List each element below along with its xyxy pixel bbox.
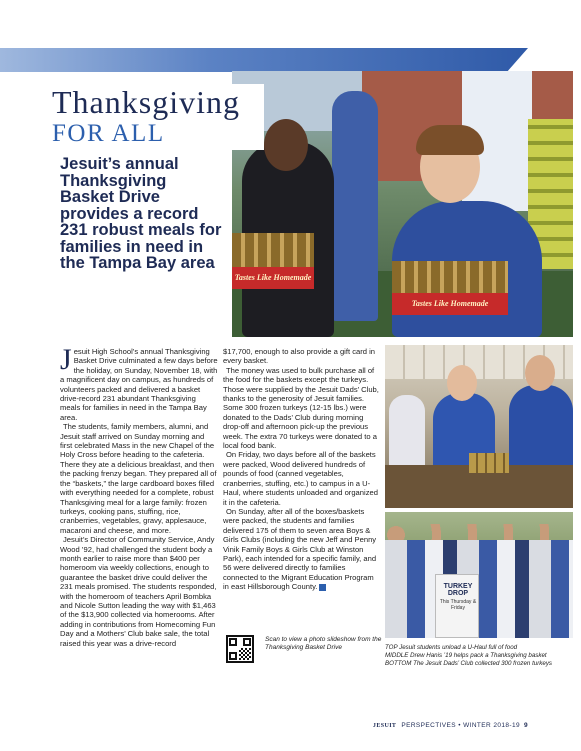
page-footer — [373, 722, 528, 729]
article-paragraph: Jesuit’s Director of Community Service, Andy Wood ’92, had challenged the student body a month earlier to raise more than $400 per homeroom via weekly collections, enough to guarantee the basket drive could deliver the 231 meals promised. The students responded, with the homeroom of teachers April Bombka and Nicole Sutton leading the way with $1,463 of the $13,900 collected via homerooms. After adding in contributions from Homecoming Fun Day and a Mothers’ Club bake sale, the total raised this year was a drive-record — [60, 535, 217, 648]
photo-turkey-drop — [385, 512, 573, 638]
jar-label: Tastes Like Homemade — [411, 299, 489, 308]
end-of-article-icon — [319, 584, 326, 591]
jar-label: Tastes Like Homemade — [234, 273, 312, 282]
caption-middle: MIDDLE Drew Hanis ’19 helps pack a Thanksgiving basket — [385, 651, 547, 659]
article-paragraph: The money was used to bulk purchase all of the food for the baskets except the turkeys. Those were supplied by the Jesuit Dads’ Club, thanks to the generosity of Jesuit families. Some 300 frozen turkeys (12-15 lbs.) were donated to the Dads’ Club during morning drop-off and afternoon pick-up the previous week. The extra 70 turkeys were donated to a local food bank. — [223, 365, 379, 451]
page-number: 9 — [523, 722, 528, 729]
qr-code-icon[interactable] — [226, 635, 254, 663]
title-block — [48, 84, 264, 150]
article-paragraph: The students, family members, alumni, and Jesuit staff arrived on Sunday morning and first celebrated Mass in the new Chapel of the Holy Cross before heading to the cafeteria. There they ate a delicious breakfast, and then the packing frenzy began. They prepared all of the “baskets,” the large cardboard boxes filled with everything needed for a complete, robust Thanksgiving meal for a large family: frozen turkeys, cooking pans, stuffing, rice, cranberries, vegetables, gravy, applesauce, macaroni and cheese, and more. — [60, 422, 217, 535]
article-subhead: Jesuit’s annual Thanksgiving Basket Drive provides a record 231 robust meals for families in need in the Tampa Bay area — [60, 155, 222, 272]
photo-captions — [385, 644, 573, 667]
article-paragraph: On Sunday, after all of the boxes/baskets were packed, the students and families delivered 175 of them to seven area Boys & Girls Clubs (including the new Jeff and Penny Vinik Family Boys & Girls Club at Winston Park), each intended for a specific family, and 56 were delivered directly to families connected to the Migrant Education Program in east Hillsborough County. — [223, 506, 377, 592]
drop-cap: J — [60, 343, 72, 376]
hero-photo — [232, 71, 573, 337]
caption-top: TOP Jesuit students unload a U-Haul full of food — [385, 644, 518, 651]
page-title: Thanksgiving — [52, 84, 240, 120]
sign-subtitle: This Thursday & Friday — [439, 599, 477, 611]
sign-title: TURKEY DROP — [443, 583, 473, 597]
article-paragraph: $17,700, enough to also provide a gift card in every basket. — [223, 347, 375, 366]
top-banner — [0, 48, 528, 72]
article-column-1 — [60, 343, 218, 648]
article-paragraph: On Friday, two days before all of the baskets were packed, Wood delivered hundreds of pounds of food (canned vegetables, cranberries, stuffing, etc.) to campus in a U-Haul, where students unloaded and organized it in the cafeteria. — [223, 450, 378, 507]
turkey-drop-sign — [435, 574, 479, 638]
article-column-2 — [223, 347, 381, 592]
issue-label: PERSPECTIVES • WINTER 2018-19 — [401, 722, 520, 729]
magazine-name: JESUIT — [372, 723, 397, 729]
caption-bottom: BOTTOM The Jesuit Dads’ Club collected 300 frozen turkeys — [385, 659, 553, 667]
page-title-secondary: FOR ALL — [52, 120, 165, 147]
article-paragraph: Jesuit High School’s annual Thanksgiving Basket Drive culminated a few days before the holiday, on Sunday, November 18, with a magnificent day on campus, as hundreds of volunteers packed and delivered a basket drive-record 231 abundant Thanksgiving meals for families in need in the Tampa Bay area. — [60, 343, 218, 422]
photo-packing — [385, 345, 573, 508]
qr-caption: Scan to view a photo slideshow from the Thanksgiving Basket Drive — [265, 636, 382, 651]
